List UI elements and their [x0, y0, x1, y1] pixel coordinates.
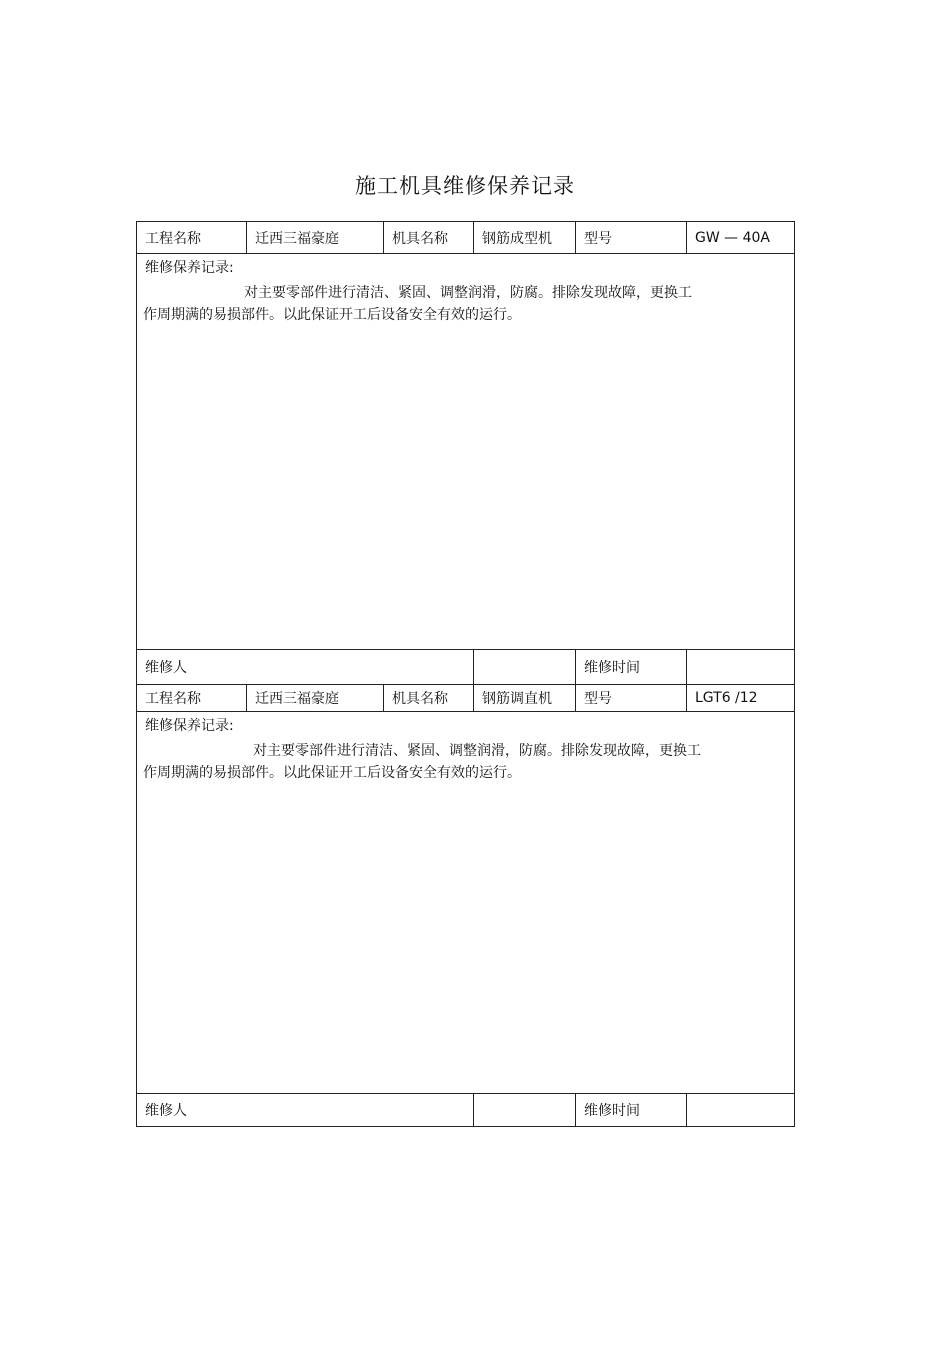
- record-content: [143, 740, 783, 784]
- footer-row: [137, 650, 794, 684]
- machine-name-label: 机具名称: [384, 685, 474, 711]
- repair-time-label: 维修时间: [576, 650, 687, 684]
- maintenance-record: [136, 684, 795, 1127]
- content-line: 作周期满的易损部件。以此保证开工后设备安全有效的运行。: [143, 765, 521, 781]
- repairer-value[interactable]: [474, 1094, 576, 1126]
- machine-name-value: 钢筋调直机: [474, 685, 576, 711]
- model-value: LGT6 /12: [695, 690, 758, 706]
- model-label: 型号: [576, 222, 687, 253]
- content-line: 对主要零部件进行清洁、紧固、调整润滑，防腐。排除发现故障，更换工: [253, 743, 701, 759]
- record-content: [143, 282, 783, 326]
- repairer-label: 维修人: [137, 1094, 474, 1126]
- machine-name-value: 钢筋成型机: [474, 222, 576, 253]
- record-label: 维修保养记录:: [145, 718, 234, 734]
- repairer-value[interactable]: [474, 650, 576, 684]
- model-label: 型号: [576, 685, 687, 711]
- footer-row: [137, 1094, 794, 1126]
- page-title: 施工机具维修保养记录: [355, 174, 575, 198]
- repairer-label: 维修人: [137, 650, 474, 684]
- record-body: [137, 712, 794, 1094]
- record-body: [137, 254, 794, 650]
- project-name-label: 工程名称: [137, 685, 247, 711]
- content-line: 对主要零部件进行清洁、紧固、调整润滑，防腐。排除发现故障，更换工: [244, 285, 692, 301]
- record-label: 维修保养记录:: [145, 260, 234, 276]
- model-value: GW — 40A: [695, 229, 770, 246]
- project-name-value: 迁西三福豪庭: [247, 222, 384, 253]
- machine-name-label: 机具名称: [384, 222, 474, 253]
- repair-time-value[interactable]: [687, 650, 794, 684]
- project-name-value: 迁西三福豪庭: [247, 685, 384, 711]
- repair-time-label: 维修时间: [576, 1094, 687, 1126]
- content-line: 作周期满的易损部件。以此保证开工后设备安全有效的运行。: [143, 307, 521, 323]
- maintenance-record: [136, 221, 795, 685]
- project-name-label: 工程名称: [137, 222, 247, 253]
- repair-time-value[interactable]: [687, 1094, 794, 1126]
- header-row: [137, 685, 794, 712]
- header-row: [137, 222, 794, 254]
